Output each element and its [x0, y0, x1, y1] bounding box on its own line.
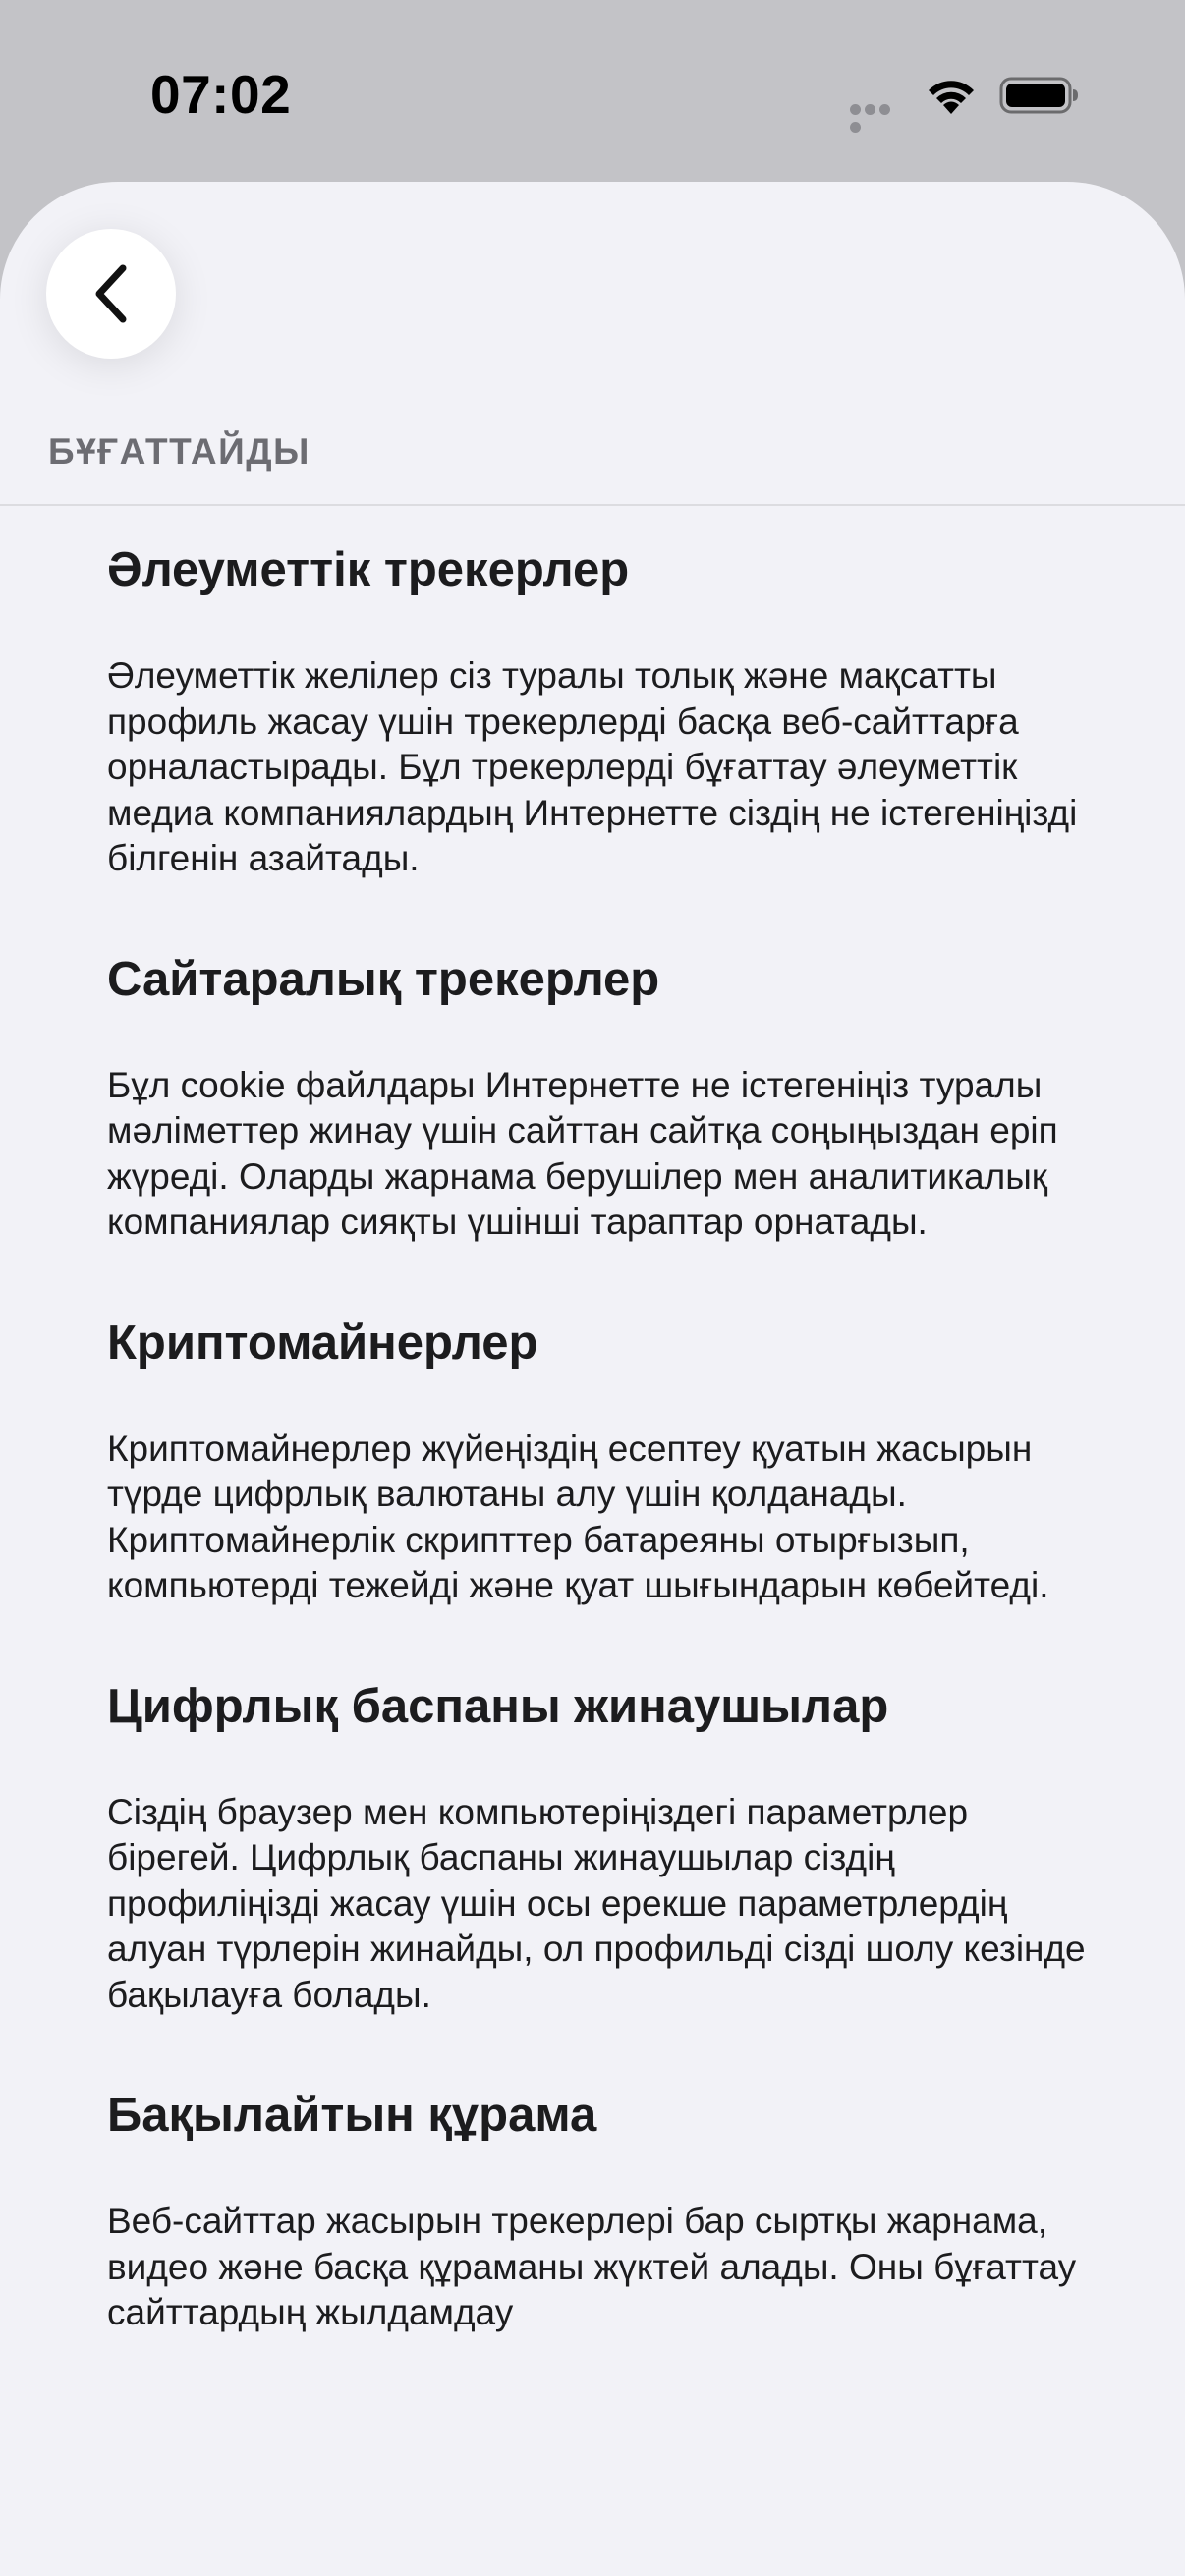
list-item: [107, 1311, 1090, 1609]
list-item: [107, 1674, 1090, 2019]
item-description: Сіздің браузер мен компьютеріңіздегі параметрлер бірегей. Цифрлық баспаны жинаушылар сіздің профиліңізді жасау үшін осы ерекше параметрлердің алуан түрлерін жинайды, ол профильді сізді шолу кезінде бақылауға болады.: [107, 1791, 1086, 2015]
item-description: Криптомайнерлер жүйеңіздің есептеу қуатын жасырын түрде цифрлық валютаны алу үшін қолданады. Криптомайнерлік скрипттер батареяны отырғызып, компьютерді тежейді және қуат шығындарын көбейтеді.: [107, 1428, 1049, 1605]
status-time: 07:02: [150, 64, 292, 125]
status-bar: [0, 0, 1185, 187]
item-description: Әлеуметтік желілер сіз туралы толық және мақсатты профиль жасау үшін трекерлерді басқа веб-сайттарға орналастырады. Бұл трекерлерді бұғаттау әлеуметтік медиа компаниялардың Интернетте сіздің не істегеніңізді білгенін азайтады.: [107, 655, 1078, 878]
item-title: Әлеуметтік трекерлер: [107, 543, 630, 596]
item-title: Криптомайнерлер: [107, 1316, 538, 1370]
wifi-icon: [924, 75, 979, 116]
tracker-info-sheet: [0, 182, 1185, 2576]
section-header: БҰҒАТТАЙДЫ: [48, 431, 310, 472]
list-item: [107, 2083, 1090, 2336]
chevron-left-icon: [91, 262, 131, 325]
list-item: [107, 947, 1090, 1246]
item-title: Сайтаралық трекерлер: [107, 952, 660, 1006]
cellular-signal-icon: [850, 102, 907, 114]
item-title: Цифрлық баспаны жинаушылар: [107, 1679, 889, 1733]
item-title: Бақылайтын құрама: [107, 2089, 597, 2142]
item-description: Веб-сайттар жасырын трекерлері бар сыртқы жарнама, видео және басқа құраманы жүктей алады. Оны бұғаттау сайттардың жылдамдау: [107, 2201, 1077, 2332]
item-description: Бұл cookie файлдары Интернетте не істегеніңіз туралы мәліметтер жинау үшін сайттан сайтқа соңыңыздан еріп жүреді. Оларды жарнама берушілер мен аналитикалық компаниялар сияқты үшінші тараптар орнатады.: [107, 1064, 1058, 1242]
tracker-list: [107, 537, 1090, 2401]
battery-icon: [999, 75, 1080, 116]
list-item: [107, 537, 1090, 882]
divider: [0, 504, 1185, 506]
back-button[interactable]: [46, 229, 176, 359]
